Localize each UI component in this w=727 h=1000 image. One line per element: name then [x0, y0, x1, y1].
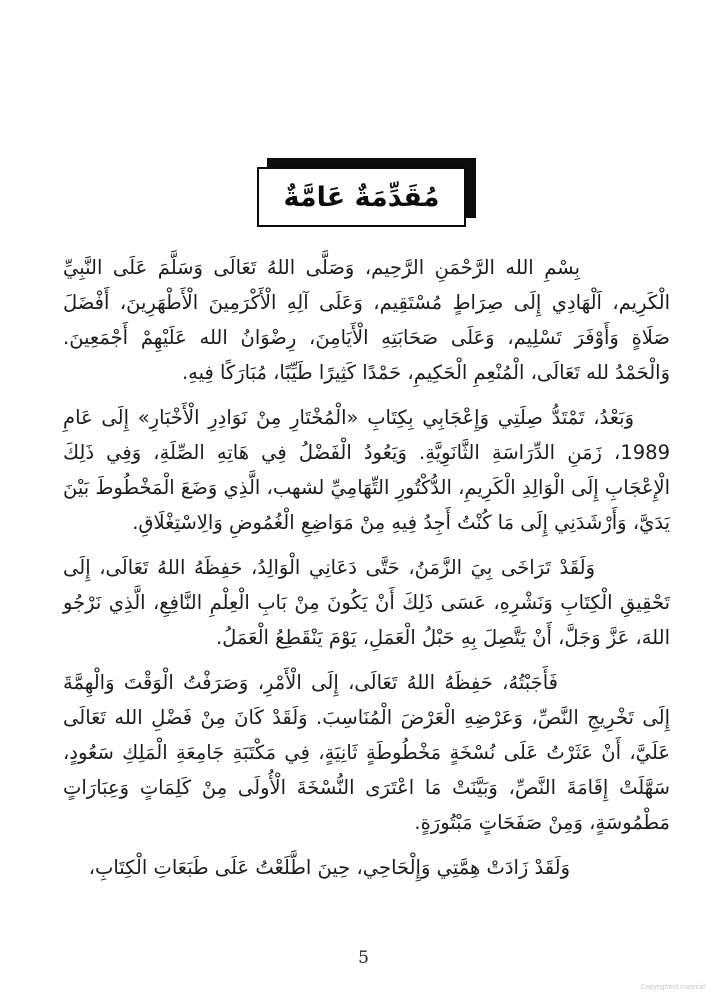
page-number: 5	[358, 948, 369, 968]
paragraph-closing-line: وَلَقَدْ زَادَتْ هِمَّتِي وَإِلْحَاحِي، حِينَ اطَّلَعْتُ عَلَى طَبَعَاتِ الْكِتَابِ،	[88, 856, 570, 879]
paragraph-second-manuscript: فَأَجَبْتُهُ، حَفِظَهُ اللهُ تَعَالَى، إِلَى الْأَمْرِ، وَصَرَفْتُ الْوَقْتَ وَالْهِمَّةَ إِلَى تَخْرِيجِ النَّصِّ، وَعَرْضِهِ الْعَرْضَ الْمُنَاسِبَ. وَلَقَدْ كَانَ مِنْ فَضْلِ الله تَعَالَى عَلَيَّ، أَنْ عَثَرْتُ عَلَى نُسْخَةٍ مَخْطُوطَةٍ ثَانِيَةٍ، فِي مَكْتَبَةِ جَامِعَةِ الْمَلِكِ سَعُودٍ، سَهَّلَتْ إِقَامَةَ النَّصِّ، وَبَيَّنَتْ مَا اعْتَرَى النُّسْخَةَ الْأُولَى مِنْ كَلِمَاتٍ وَعِبَارَاتٍ مَطْمُوسَةٍ، وَمِنْ صَفَحَاتٍ مَبْتُورَةٍ.	[63, 671, 670, 834]
section-title-box	[257, 167, 466, 227]
paragraph-basmala-opening: بِسْمِ الله الرَّحْمَنِ الرَّحِيم، وَصَلَّى اللهُ تَعَالَى وَسَلَّمَ عَلَى النَّبِيِّ الْكَرِيم، اَلْهَادِي إِلَى صِرَاطٍ مُسْتَقِيم، وَعَلَى آلِهِ الْأَكْرَمِينَ الْأَطْهَرِينَ، أَفْضَلَ صَلَاةٍ وَأَوْفَرَ تَسْلِيم، وَعَلَى صَحَابَتِهِ الْأَيَامِنَ، رِضْوَانُ الله عَلَيْهِمْ أَجْمَعِينَ. وَالْحَمْدُ لله تَعَالَى، الْمُنْعِمِ الْحَكِيمِ، حَمْدًا كَثِيرًا طَيِّبًا، مُبَارَكًا فِيهِ.	[63, 256, 670, 384]
body-text	[63, 250, 670, 895]
paragraph-book-connection: وَبَعْدُ، تَمْتَدُّ صِلَتِي وَإِعْجَابِي بِكِتَابِ «الْمُخْتَارِ مِنْ نَوَادِرِ الْأَخْبَارِ» إِلَى عَامِ 1989، زَمَنِ الدِّرَاسَةِ الثَّانَوِيَّةِ. وَيَعُودُ الْفَضْلُ فِي هَاتِهِ الصِّلَةِ، وَفِي ذَلِكَ الْإِعْجَابِ إِلَى الْوَالِدِ الْكَرِيمِ، الدُّكْتُورِ التِّهَامِيِّ لشهب، الَّذِي وَضَعَ الْمَخْطُوطَ بَيْنَ يَدَيَّ، وَأَرْشَدَنِي إِلَى مَا كُنْتُ أَجِدُ فِيهِ مِنْ مَوَاضِعِ الْغُمُوضِ وَالِاسْتِغْلَاقِ.	[63, 406, 670, 534]
copyright-watermark: Copyrighted material	[640, 984, 705, 991]
page-title: مُقَدِّمَةٌ عَامَّةٌ	[283, 181, 440, 213]
paragraph-fathers-request: وَلَقَدْ تَرَاخَى بِيَ الزَّمَنُ، حَتَّى دَعَانِي الْوَالِدُ، حَفِظَهُ اللهُ تَعَالَى، إِلَى تَحْقِيقِ الْكِتَابِ وَنَشْرِهِ، عَسَى ذَلِكَ أَنْ يَكُونَ مِنْ بَابِ الْعِلْمِ النَّافِعِ، الَّذِي نَرْجُو اللهَ، عَزَّ وَجَلَّ، أَنْ يَتَّصِلَ بِهِ حَبْلُ الْعَمَلِ، يَوْمَ يَنْقَطِعُ الْعَمَلُ.	[63, 556, 670, 649]
